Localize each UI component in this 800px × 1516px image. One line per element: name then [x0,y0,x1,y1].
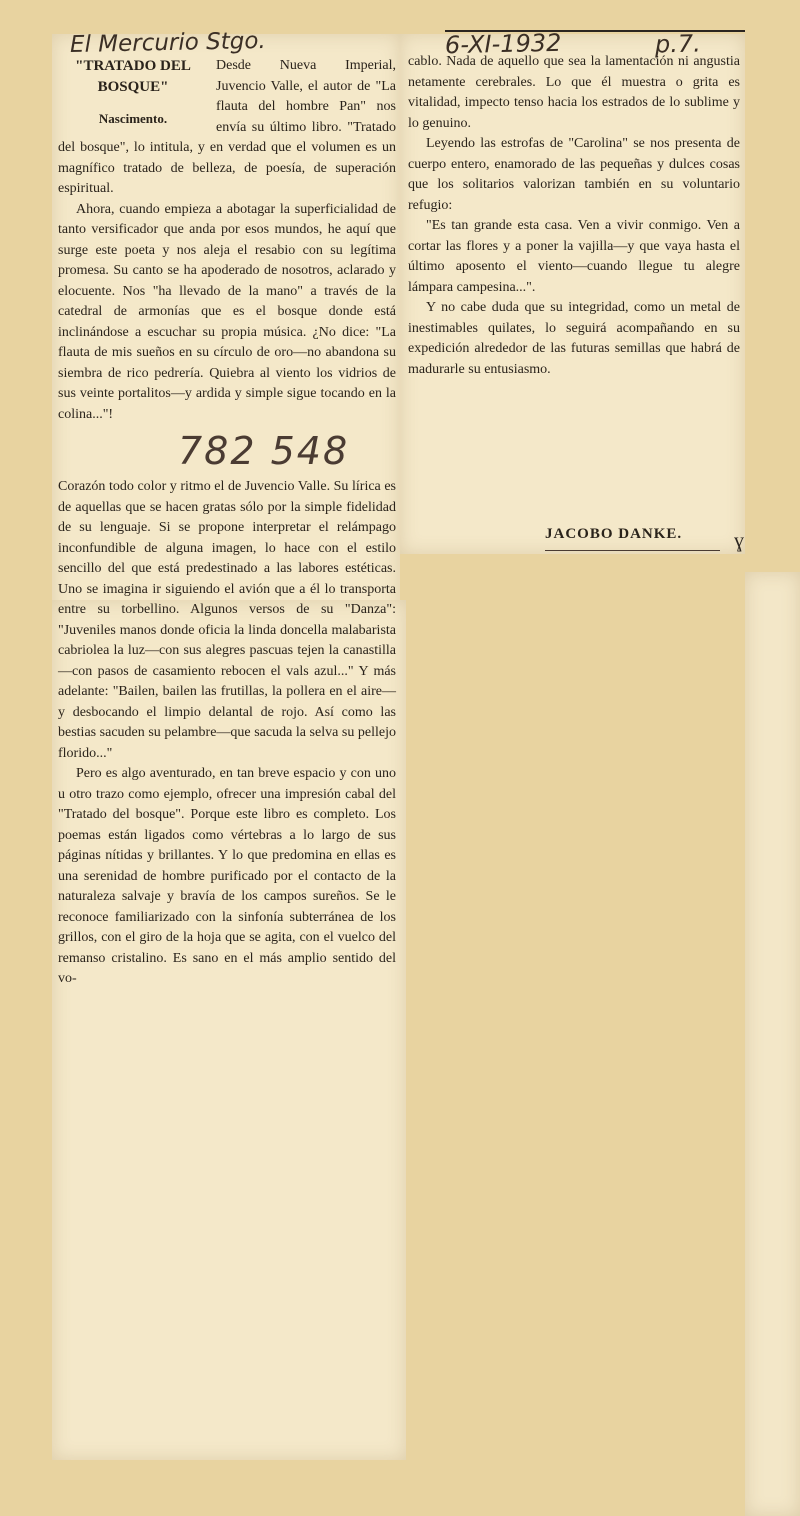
pen-mark-icon: ɣ [734,530,744,552]
paragraph: Leyendo las estrofas de "Carolina" se nos presenta de cuerpo entero, enamorado de las pequeñas y dulces cosas que los solitarios valorizan también en su voluntario refugio: [408,136,740,213]
author-signature: JACOBO DANKE. [545,526,683,542]
paragraph: Corazón todo color y ritmo el de Juvencio Valle. Su lírica es de aquellas que se hacen gratas sólo por la simple fidelidad de su lenguaje. Si se propone interpretar el relámpago inconfundible de alguna imagen, lo hace con el estilo sencillo del que está predestinado a las labores estéticas. Uno se imagina ir siguiendo el avión que a él lo transporta entre su torbellino. Algunos versos de su "Danza": "Juveniles manos donde oficia la linda doncella malabarista cabriolea la luz—con sus alegres pascuas tejen la canastilla—con pasos de casamiento rebocen el vals azul..." Y más adelante: "Bailen, bailen las frutillas, la pollera en el aire—y desbocando el limpio delantal de rojo. Así como las bestias sacuden su pelambre—que sacuda la selva su pellejo florido..." [58,479,396,761]
paragraph: "Es tan grande esta casa. Ven a vivir conmigo. Ven a cortar las flores y a poner la vajilla—y que vaya hasta el último aposento el viento—cuando llegue tu alegre lámpara campesina...". [408,218,740,295]
paragraph: Pero es algo aventurado, en tan breve espacio y con uno u otro trazo como ejemplo, ofrecer una impresión cabal del "Tratado del bosque". Porque este libro es completo. Los poemas están ligados como vértebras a lo largo de sus páginas nítidas y brillantes. Y lo que predomina en ellas es una serenidad de hombre purificado por el contacto de la naturaleza salvaje y bravía de los campos sureños. Se le reconoce familiarizado con la sinfonía subterránea de los grillos, con el giro de la hoja que se agita, con el vuelco del remanso cristalino. Es sano en el más amplio sentido del vo- [58,766,396,986]
signature-rule [545,550,720,551]
article-column-right [408,52,740,380]
paragraph: cablo. Nada de aquello que sea la lamentación ni angustia netamente cerebrales. Lo que él muestra o grita es vitalidad, impecto tenso hacia los estrados de lo sublime y lo genuino. [408,54,740,131]
handwritten-catalog-number: 782 548 [178,429,350,473]
article-publisher: Nascimento. [98,111,168,126]
article-column-left [58,56,396,990]
clipping-edge-strip [745,572,800,1516]
page-number: p.7. [654,29,702,59]
paragraph: Ahora, cuando empieza a abotagar la superficialidad de tanto versificador que anda por esos mundos, he aquí que surge este poeta y nos aleja el resabio con su legítima promesa. Su canto se ha apoderado de nosotros, aclarado y elocuente. Nos "ha llevado de la mano" a través de la catedral de armonías que es el bosque donde está inclinándose a escuchar su propia música. ¿No dice: "La flauta de mis sueños en su círculo de oro—no abandona su siembra de rico pedrería. Quiebra al viento los vidrios de sus veinte portalitos—y ardida y simple sigue tocando en la colina..."! [58,201,396,422]
paragraph: Y no cabe duda que su integridad, como un metal de inestimables quilates, lo seguirá acompañando en su expedición alrededor de las futuras semillas que habrá de madurarle su entusiasmo. [408,300,740,377]
paragraph: Desde Nueva Imperial, Juvencio Valle, el autor de "La flauta del hombre Pan" nos envía su último libro. "Tratado del bosque", lo intitula, y en verdad que el volumen es un magnífico tratado de belleza, de poesía, de superación espiritual. [58,58,396,196]
article-heading [58,56,208,129]
newspaper-name: El Mercurio Stgo. [69,27,267,59]
article-title: "TRATADO DEL BOSQUE" [75,58,191,95]
publication-date: 6-XI-1932 [444,28,562,60]
